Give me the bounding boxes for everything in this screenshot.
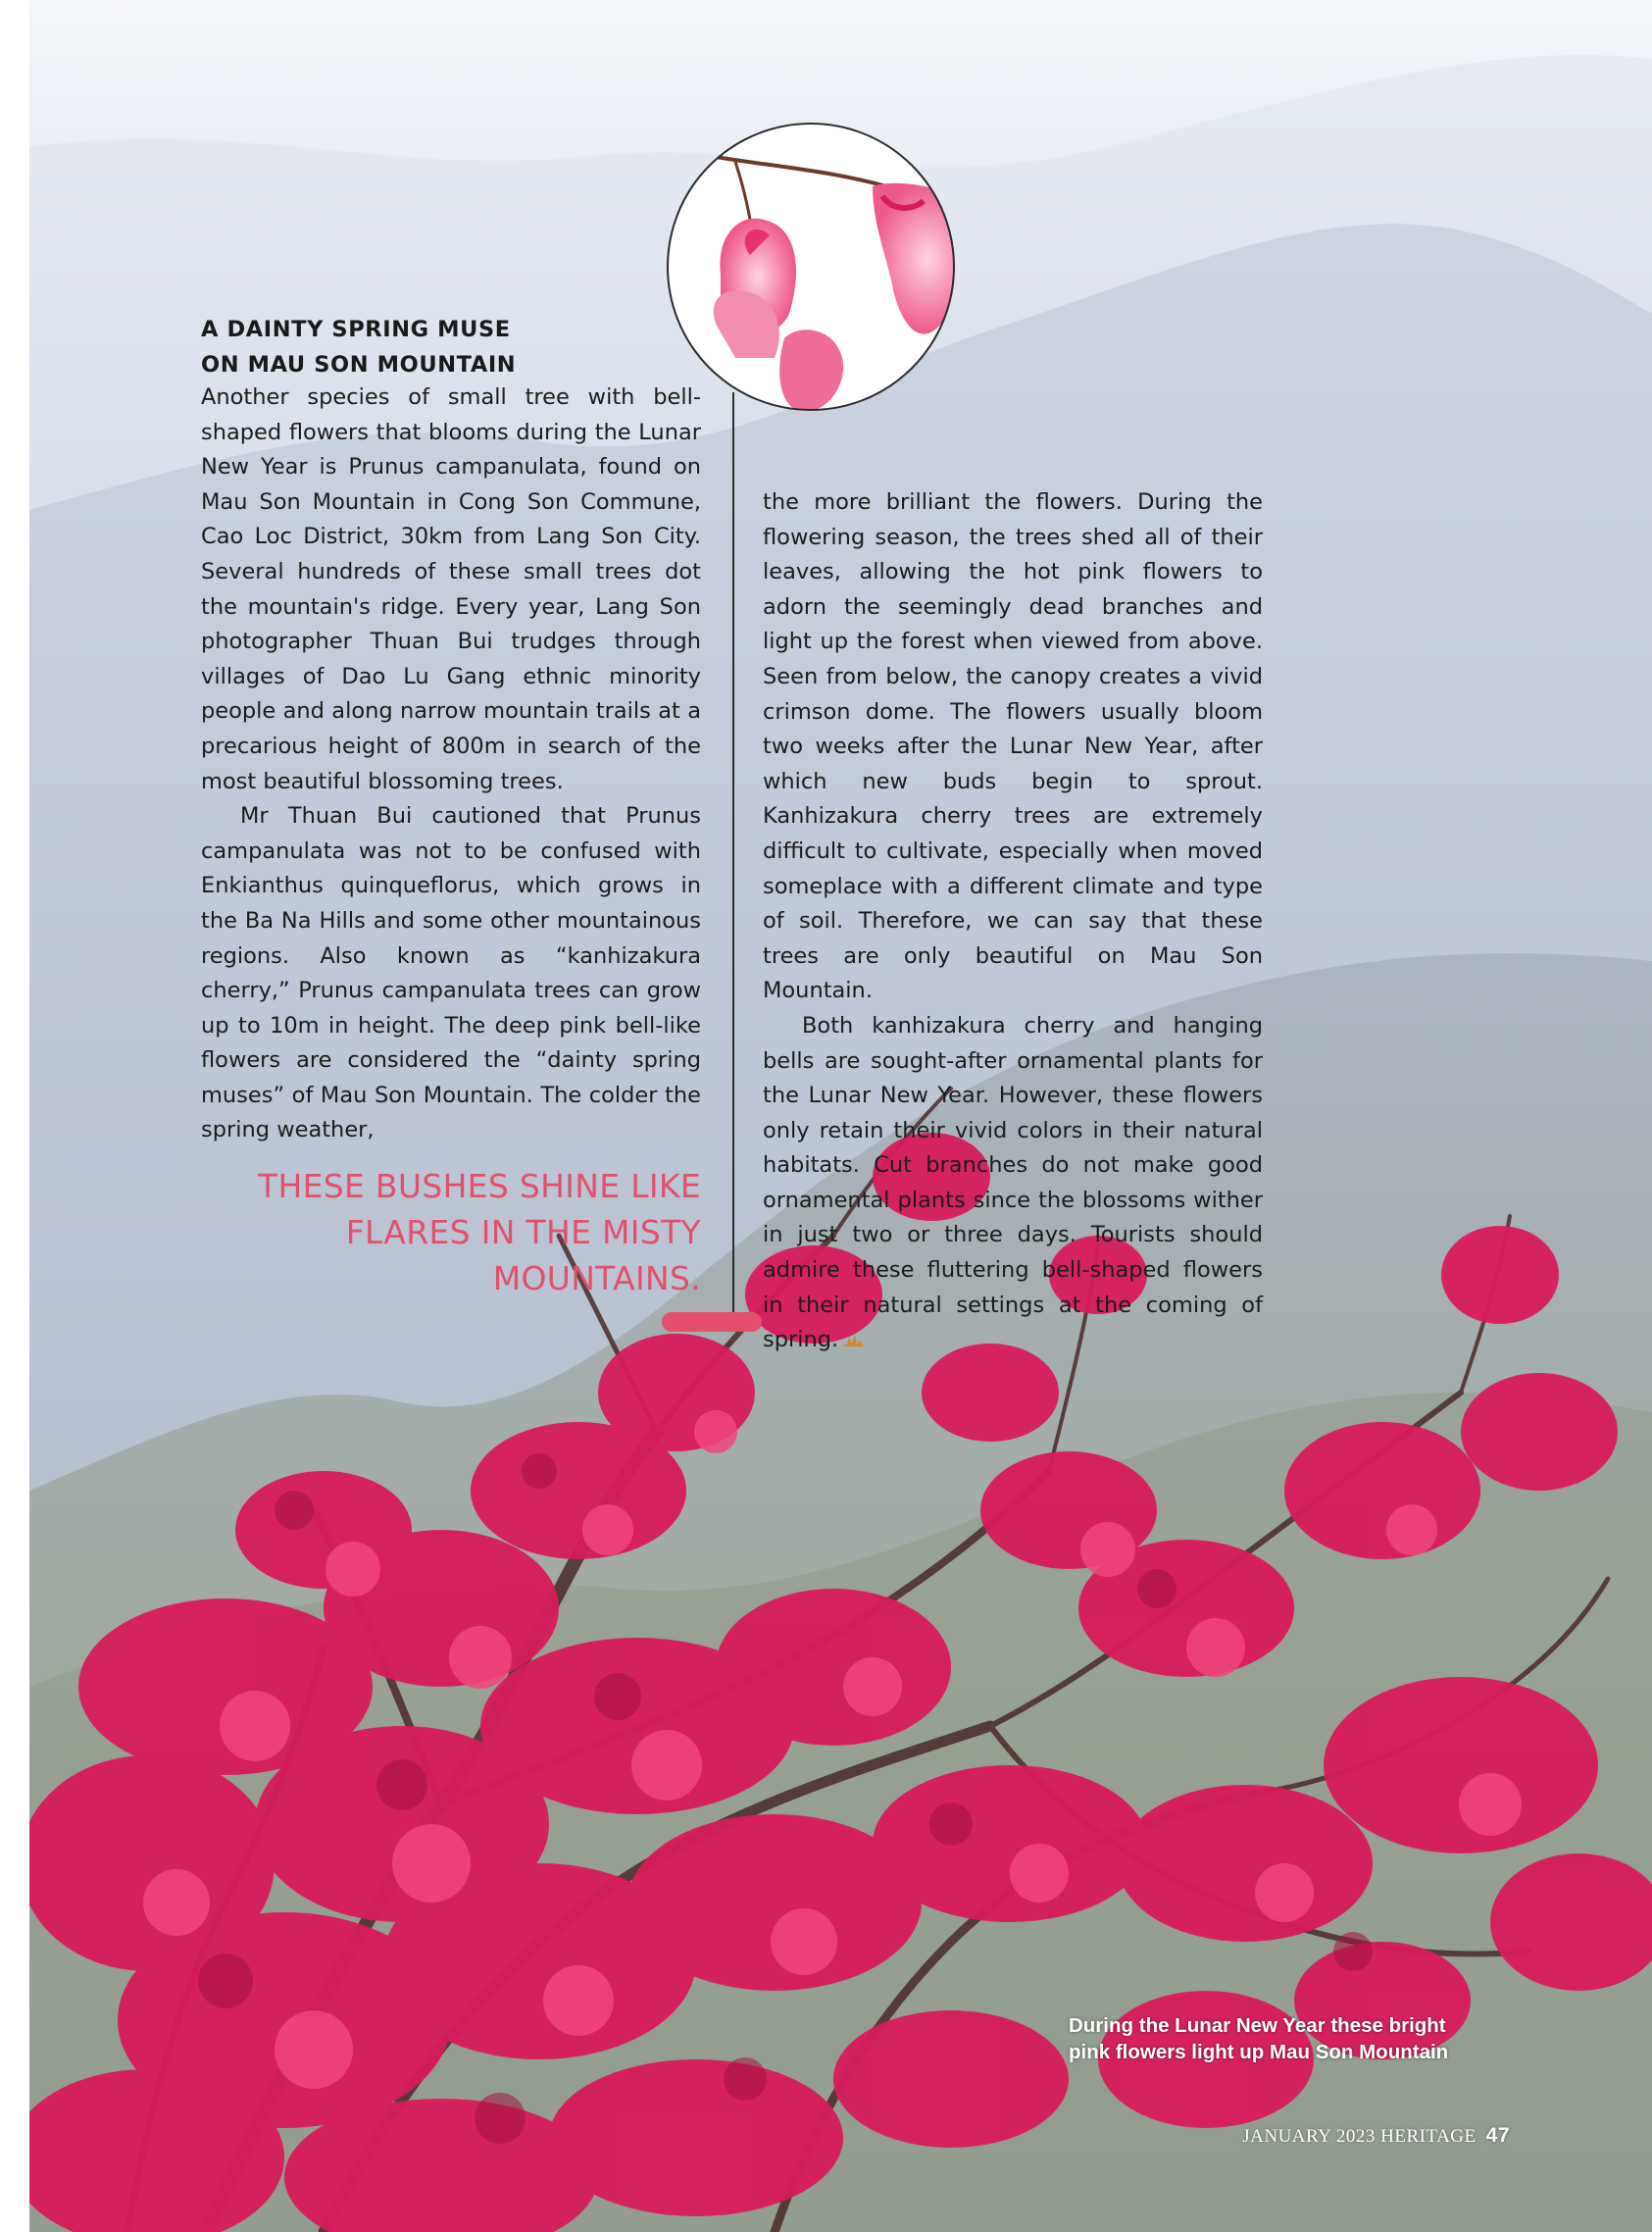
issue-label: JANUARY 2023 HERITAGE [1242, 2126, 1477, 2147]
end-mark-icon [840, 1331, 866, 1348]
paragraph-final [763, 1009, 1263, 1358]
caption-line-1: During the Lunar New Year these bright [1069, 2014, 1446, 2037]
headline-line-2: ON MAU SON MOUNTAIN [201, 352, 517, 378]
page-footer [1242, 2124, 1510, 2148]
page-number: 47 [1485, 2124, 1510, 2147]
magazine-page [29, 0, 1652, 2232]
body-column-left [201, 380, 701, 1148]
pink-accent-bar [662, 1312, 762, 1332]
photo-caption [1069, 2012, 1603, 2065]
paragraph: the more brilliant the flowers. During the flowering season, the trees shed all of their leaves, allowing the hot pink flowers to adorn the seemingly dead branches and light up the forest when viewed from above. Seen from below, the canopy creates a vivid crimson dome. The flowers usually bloom two weeks after the Lunar New Year, after which new buds begin to sprout. Kanhizakura cherry trees are extremely difficult to cultivate, especially when moved someplace with a different climate and type of soil. Therefore, we can say that these trees are only beautiful on Mau Son Mountain. [763, 489, 1263, 1004]
pull-quote: THESE BUSHES SHINE LIKE FLARES IN THE MISTY MOUNTAINS. [258, 1167, 701, 1297]
paragraph: Another species of small tree with bell-shaped flowers that blooms during the Lunar New Year is Prunus campanulata, found on Mau Son Mountain in Cong Son Commune, Cao Loc District, 30km from Lang Son City. Several hundreds of these small trees dot the mountain's ridge. Every year, Lang Son photographer Thuan Bui trudges through villages of Dao Lu Gang ethnic minority people and along narrow mountain trails at a precarious height of 800m in search of the most beautiful blossoming trees. [201, 384, 701, 794]
paragraph: Mr Thuan Bui cautioned that Prunus campanulata was not to be confused with Enkianthus quinqueflorus, which grows in the Ba Na Hills and some other mountainous regions. Also known as “kanhizakura cherry,” Prunus campanulata trees can grow up to 10m in height. The deep pink bell-like flowers are considered the “dainty spring muses” of Mau Son Mountain. The colder the spring weather, [201, 803, 701, 1143]
section-headline [201, 312, 711, 382]
body-column-right [763, 485, 1263, 1358]
paragraph-text: Both kanhizakura cherry and hanging bells are sought-after ornamental plants for the Lunar New Year. However, these flowers only retain their vivid colors in their natural habitats. Cut branches do not make good ornamental plants since the blossoms wither in just two or three days. Tourists should admire these fluttering bell-shaped flowers in their natural settings at the coming of spring. [763, 1012, 1263, 1353]
caption-line-2: pink flowers light up Mau Son Mountain [1069, 2041, 1449, 2063]
headline-line-1: A DAINTY SPRING MUSE [201, 317, 511, 342]
